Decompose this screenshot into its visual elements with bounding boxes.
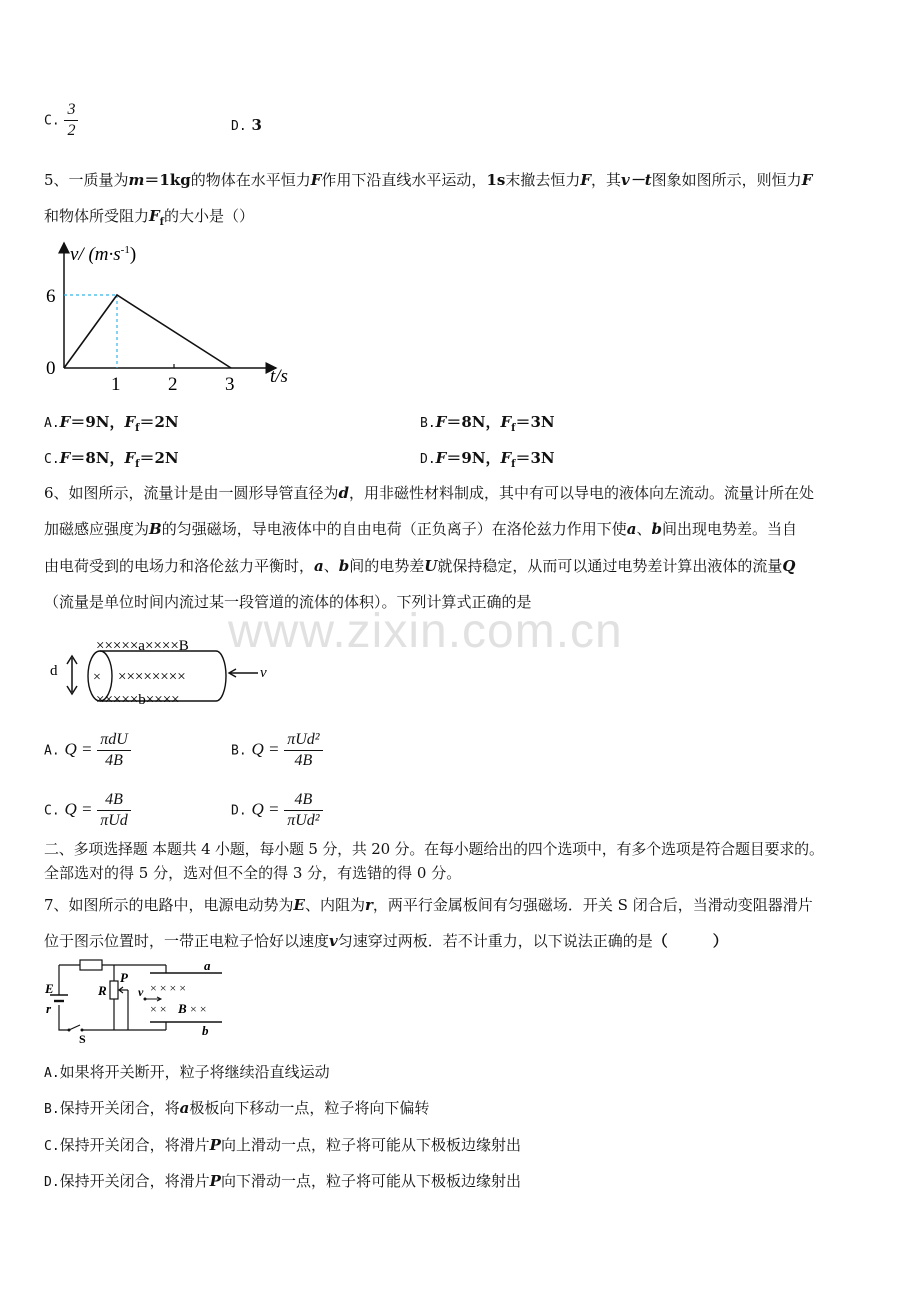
b-label: b <box>202 1023 209 1038</box>
flowmeter-figure <box>44 632 284 712</box>
section2-instructions-line1: 二、多项选择题 本题共 4 小题，每小题 5 分，共 20 分。在每小题给出的四个选项中，有多个选项是符合题目要求的。 <box>44 840 824 858</box>
q6-stem-line2: 加磁感应强度为B的匀强磁场，导电液体中的自由电荷（正负离子）在洛伦兹力作用下使a、b间出现电势差。当自 <box>44 520 797 538</box>
q7-stem-line1: 7、如图所示的电路中，电源电动势为E、内阻为r，两平行金属板间有匀强磁场．开关 S 闭合后，当滑动变阻器滑片 <box>44 896 813 914</box>
cross-row-2b: × × <box>190 1002 207 1016</box>
x-tick-3: 3 <box>225 374 235 395</box>
B-label: B <box>178 1001 187 1016</box>
q4-option-c <box>44 100 78 141</box>
origin-label: 0 <box>46 358 56 379</box>
y-axis-label: v/ $(m\cdot s^{-1})$ <box>70 244 137 265</box>
circuit-figure <box>44 955 244 1045</box>
option-label: D. <box>231 119 247 134</box>
watermark: www.zixin.com.cn <box>228 605 623 658</box>
cross-row-1: × × × × <box>150 981 187 995</box>
x-axis-label: t/s <box>270 366 288 387</box>
q6-option-a: A. Q = $\frac{\text{πdU}}{4B}$ <box>44 730 131 771</box>
q5-option-a: A.F＝9N，$F_f=2N$ <box>44 413 179 434</box>
circle-cross: × <box>93 670 101 685</box>
q7-option-b: B.保持开关闭合，将a极板向下移动一点，粒子将向下偏转 <box>44 1099 430 1117</box>
top-cross-row: ×××××a××××B <box>96 638 189 654</box>
a-label: a <box>204 958 211 973</box>
q6-stem-line1: 6、如图所示，流量计是由一圆形导管直径为d，用非磁性材料制成，其中有可以导电的液体向左流动。流量计所在处 <box>44 484 815 502</box>
resistor-top <box>80 960 102 970</box>
bottom-cross-row: ×××××b×××× <box>96 692 180 708</box>
r-label: r <box>46 1001 52 1016</box>
x-tick-1: 1 <box>111 374 121 395</box>
q5-option-d: D.F＝9N，$F_f=3N$ <box>420 449 555 470</box>
v-label: v <box>260 665 267 681</box>
q7-option-c: C.保持开关闭合，将滑片P向上滑动一点，粒子将可能从下极板边缘射出 <box>44 1136 521 1154</box>
mid-cross-row: ×××××××× <box>118 669 186 685</box>
cross-row-2a: × × <box>150 1002 167 1016</box>
vt-curve <box>64 295 231 368</box>
q6-option-c: C. Q = $\frac{4B}{\text{πUd}}$ <box>44 790 131 831</box>
option-label: C. <box>44 113 60 129</box>
S-label: S <box>79 1032 86 1045</box>
d-label: d <box>50 663 58 679</box>
q6-option-d: D. Q = $\frac{4B}{\text{πUd²}}$ <box>231 790 323 831</box>
option-value: 3 <box>251 116 262 134</box>
x-tick-2: 2 <box>168 374 178 395</box>
denominator: 2 <box>67 122 76 139</box>
fraction <box>64 100 78 141</box>
vt-graph <box>44 238 304 398</box>
q4-option-d <box>231 116 262 134</box>
q7-stem-line2: 位于图示位置时，一带正电粒子恰好以速度v匀速穿过两板．若不计重力，以下说法正确的是（ ） <box>44 932 728 950</box>
q5-stem-line1: 5、一质量为m＝1kg的物体在水平恒力F作用下沿直线水平运动，1s末撤去恒力F，其v－t图象如图所示，则恒力F <box>44 171 813 189</box>
rheostat <box>110 981 118 999</box>
numerator: 3 <box>64 100 78 121</box>
R-label: R <box>98 983 107 998</box>
E-label: E <box>45 981 54 996</box>
q5-stem-line2: 和物体所受阻力$F_f$的大小是（） <box>44 207 254 228</box>
q6-stem-line3: 由电荷受到的电场力和洛伦兹力平衡时，a、b间的电势差U就保持稳定，从而可以通过电势差计算出液体的流量Q <box>44 557 796 575</box>
v-label: v <box>138 985 144 999</box>
q7-option-d: D.保持开关闭合，将滑片P向下滑动一点，粒子将可能从下极板边缘射出 <box>44 1172 521 1190</box>
q6-option-b: B. Q = $\frac{\text{πUd²}}{4B}$ <box>231 730 323 771</box>
section2-instructions-line2: 全部选对的得 5 分，选对但不全的得 3 分，有选错的得 0 分。 <box>44 864 462 882</box>
q7-option-a: A.如果将开关断开，粒子将继续沿直线运动 <box>44 1063 330 1081</box>
y-tick-6: 6 <box>46 286 56 307</box>
P-label: P <box>120 970 128 985</box>
q5-option-c: C.F＝8N，$F_f=2N$ <box>44 449 179 470</box>
q6-stem-line4: （流量是单位时间内流过某一段管道的流体的体积）。下列计算式正确的是 <box>44 593 532 611</box>
q5-option-b: B.F＝8N，$F_f=3N$ <box>420 413 555 434</box>
